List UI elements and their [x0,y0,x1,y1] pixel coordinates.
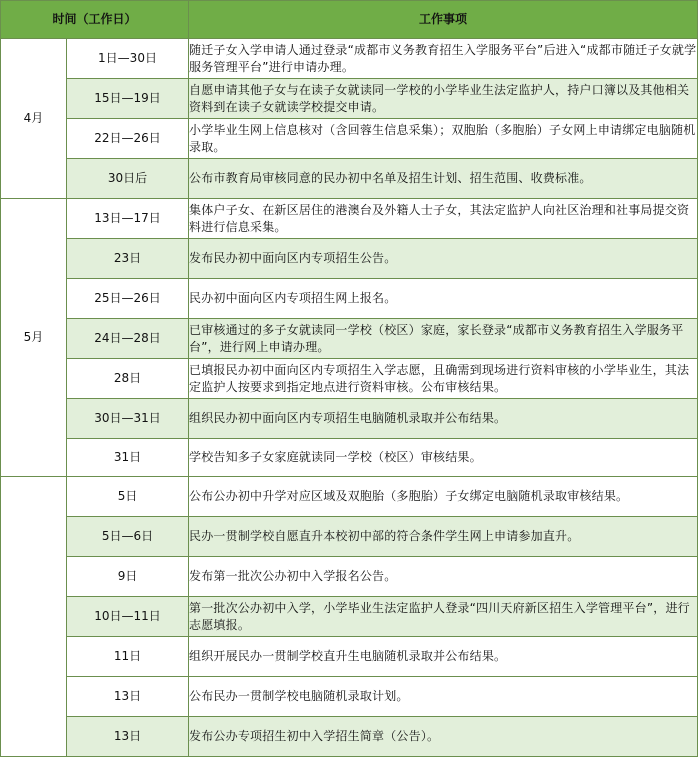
header-row [1,1,698,39]
date-cell: 30日—31日 [67,399,189,439]
task-cell: 随迁子女入学申请人通过登录“成都市义务教育招生入学服务平台”后进入“成都市随迁子女就学服务管理平台”进行申请办理。 [189,39,698,79]
date-cell: 31日 [67,439,189,477]
task-cell: 集体户子女、在新区居住的港澳台及外籍人士子女，其法定监护人向社区治理和社事局提交资料进行信息采集。 [189,199,698,239]
date-cell: 13日 [67,677,189,717]
date-cell: 13日—17日 [67,199,189,239]
table-row [1,557,698,597]
table-row [1,79,698,119]
table-row [1,597,698,637]
date-cell: 1日—30日 [67,39,189,79]
task-cell: 发布民办初中面向区内专项招生公告。 [189,239,698,279]
task-cell: 民办一贯制学校自愿直升本校初中部的符合条件学生网上申请参加直升。 [189,517,698,557]
table-row [1,677,698,717]
task-cell: 已填报民办初中面向区内专项招生入学志愿，且确需到现场进行资料审核的小学毕业生，其法定监护人按要求到指定地点进行资料审核。公布审核结果。 [189,359,698,399]
table-row [1,319,698,359]
table-row [1,199,698,239]
month-cell-april: 4月 [1,39,67,199]
table-row [1,279,698,319]
date-cell: 5日—6日 [67,517,189,557]
time-column-header: 时间（工作日） [1,1,189,39]
date-cell: 25日—26日 [67,279,189,319]
table-row [1,717,698,757]
table-row [1,159,698,199]
task-cell: 自愿申请其他子女与在读子女就读同一学校的小学毕业生法定监护人，持户口簿以及其他相关资料到在读子女就读学校提交申请。 [189,79,698,119]
date-cell: 30日后 [67,159,189,199]
table-row [1,517,698,557]
date-cell: 15日—19日 [67,79,189,119]
table-row [1,119,698,159]
date-cell: 10日—11日 [67,597,189,637]
date-cell: 13日 [67,717,189,757]
table-row [1,399,698,439]
date-cell: 9日 [67,557,189,597]
task-cell: 发布第一批次公办初中入学报名公告。 [189,557,698,597]
table-row [1,439,698,477]
table-row [1,477,698,517]
task-cell: 公布公办初中升学对应区域及双胞胎（多胞胎）子女绑定电脑随机录取审核结果。 [189,477,698,517]
task-cell: 已审核通过的多子女就读同一学校（校区）家庭，家长登录“成都市义务教育招生入学服务平台”，进行网上申请办理。 [189,319,698,359]
month-cell-june [1,477,67,757]
table-row [1,39,698,79]
date-cell: 11日 [67,637,189,677]
task-cell: 学校告知多子女家庭就读同一学校（校区）审核结果。 [189,439,698,477]
task-cell: 公布市教育局审核同意的民办初中名单及招生计划、招生范围、收费标准。 [189,159,698,199]
task-column-header: 工作事项 [189,1,698,39]
date-cell: 22日—26日 [67,119,189,159]
task-cell: 民办初中面向区内专项招生网上报名。 [189,279,698,319]
table-row [1,359,698,399]
task-cell: 小学毕业生网上信息核对（含回蓉生信息采集）；双胞胎（多胞胎）子女网上申请绑定电脑随机录取。 [189,119,698,159]
table-row [1,637,698,677]
date-cell: 28日 [67,359,189,399]
task-cell: 组织开展民办一贯制学校直升生电脑随机录取并公布结果。 [189,637,698,677]
date-cell: 24日—28日 [67,319,189,359]
task-cell: 发布公办专项招生初中入学招生简章（公告）。 [189,717,698,757]
task-cell: 第一批次公办初中入学，小学毕业生法定监护人登录“四川天府新区招生入学管理平台”，进行志愿填报。 [189,597,698,637]
date-cell: 23日 [67,239,189,279]
table-row [1,239,698,279]
month-cell-may: 5月 [1,199,67,477]
date-cell: 5日 [67,477,189,517]
task-cell: 公布民办一贯制学校电脑随机录取计划。 [189,677,698,717]
task-cell: 组织民办初中面向区内专项招生电脑随机录取并公布结果。 [189,399,698,439]
